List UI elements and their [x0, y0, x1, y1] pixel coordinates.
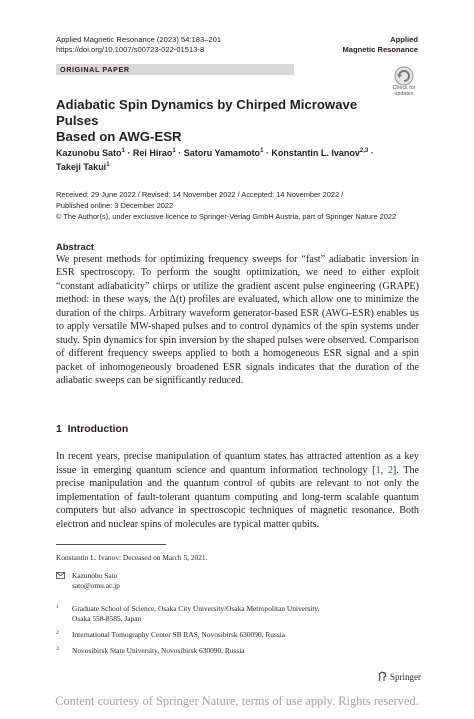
author-name[interactable]: Rei Hirao: [132, 148, 173, 158]
abstract-heading: Abstract: [56, 241, 95, 252]
author-separator: ·: [175, 148, 184, 158]
citation-link[interactable]: 2: [387, 464, 393, 476]
journal-name-line1: Applied: [390, 35, 418, 44]
introduction-paragraph: [56, 450, 419, 532]
author-affiliation-sup: 2,3: [359, 148, 369, 154]
section-title: Introduction: [67, 424, 129, 435]
corresponding-author: [72, 571, 120, 592]
title-line1: Adiabatic Spin Dynamics by Chirped Microwave Pulses: [56, 97, 358, 128]
author-name[interactable]: Takeji Takui: [56, 162, 107, 172]
author-affiliation-sup: 1: [260, 148, 264, 154]
courtesy-notice: Content courtesy of Springer Nature, terms of use apply. Rights reserved.: [55, 694, 419, 708]
author-separator: ·: [263, 148, 272, 158]
affiliation-number: 1: [56, 604, 59, 610]
citation-link[interactable]: 1: [375, 464, 381, 476]
intro-text-part: ]. The precise manipulation and the quantum control of qubits are relevant to not only the implementation of fault-tolerant quantum computing and long-term scalable quantum computers but also advance in spectroscopic techniques of magnetic resonance. Both electron and nuclear spins of molecules are typical matter qubits.: [56, 464, 420, 530]
paper-title: [56, 97, 366, 145]
affiliation-line: Graduate School of Science, Osaka City University/Osaka Metropolitan University,: [72, 604, 320, 613]
check-label-line1: Check for: [392, 85, 416, 91]
history-line: Published online: 3 December 2022: [56, 200, 174, 210]
abstract-paragraph: We present methods for optimizing frequency sweeps for “fast” adiabatic inversion in ESR spectroscopy. To perform the sought optimization, we need to either exploit “constant adiabaticity” chirps or utilize the gradient ascent pulse engineering (GRAPE) method: in these ways, the Δ(t) profiles are evaluated, which allow one to minimize the duration of the chirps. Arbitrary waveform generator-based ESR (AWG-ESR) enables us to apply versatile MW-shaped pulses and to control dynamics of the spin systems under study. Spin dynamics for spin inversion by the shaped pulses were observed. Comparison of different frequency sweeps applied to both a homogeneous ESR signal and a spin packet of inhomogeneously broadened ESR signals indicates that the duration of the adiabatic sweeps can be significantly reduced.: [56, 254, 419, 387]
affiliation-number: 3: [56, 646, 59, 652]
citation-line: Applied Magnetic Resonance (2023) 54:183–201: [56, 35, 222, 44]
journal-name-line2: Magnetic Resonance: [342, 45, 418, 54]
paper-type-label: ORIGINAL PAPER: [60, 65, 130, 74]
doi-link[interactable]: https://doi.org/10.1007/s00723-022-01513-8: [56, 45, 205, 54]
author-name[interactable]: Satoru Yamamoto: [183, 148, 261, 158]
check-label-line2: updates: [394, 91, 414, 98]
author-affiliation-sup: 1: [172, 148, 176, 154]
author-separator: ·: [124, 148, 133, 158]
affiliation-2: International Tomography Center SB RAS, Novosibirsk 630090, Russia: [72, 630, 286, 639]
author-affiliation-sup: 1: [121, 148, 125, 154]
publication-history: [56, 190, 426, 222]
section-heading: [56, 423, 128, 437]
author-name[interactable]: Kazunobu Sato: [56, 148, 122, 158]
journal-name: [342, 35, 418, 55]
affiliation-number: 2: [56, 630, 59, 636]
footnote-divider: [56, 544, 166, 545]
corresponding-name: Kazunobu Sato: [72, 571, 118, 580]
journal-citation: [56, 35, 221, 55]
history-line: Received: 29 June 2022 / Revised: 14 November 2022 / Accepted: 14 November 2022 /: [56, 190, 344, 199]
title-line2: Based on AWG-ESR: [56, 129, 182, 144]
check-for-updates-label[interactable]: [383, 85, 425, 98]
abstract-body: [56, 253, 419, 388]
introduction-body: [56, 450, 419, 532]
affiliation-line: Osaka 558-8585, Japan: [72, 614, 142, 624]
deceased-note: Konstantin L. Ivanov: Deceased on March 5, 2021.: [56, 553, 208, 562]
publisher-name: Springer: [390, 672, 421, 682]
envelope-icon: [56, 572, 65, 579]
citation-separator: ,: [380, 464, 388, 476]
intro-text-part: In recent years, precise manipulation of quantum states has attracted attention as a key issue in emerging quantum science and quantum information technology [: [56, 451, 419, 476]
affiliation-1: [72, 604, 319, 625]
author-list: [56, 146, 426, 174]
copyright-line: © The Author(s), under exclusive licence to Springer-Verlag GmbH Austria, part of Springer Nature 2022: [56, 211, 397, 221]
springer-horse-icon: [376, 670, 389, 683]
affiliation-3: Novosibirsk State University, Novosibirsk 630090, Russia: [72, 646, 245, 655]
author-separator: ·: [368, 148, 374, 158]
author-name[interactable]: Konstantin L. Ivanov: [271, 148, 360, 158]
author-affiliation-sup: 1: [106, 162, 110, 168]
corresponding-email[interactable]: sato@omu.ac.jp: [72, 581, 120, 591]
section-number: 1: [56, 424, 62, 435]
